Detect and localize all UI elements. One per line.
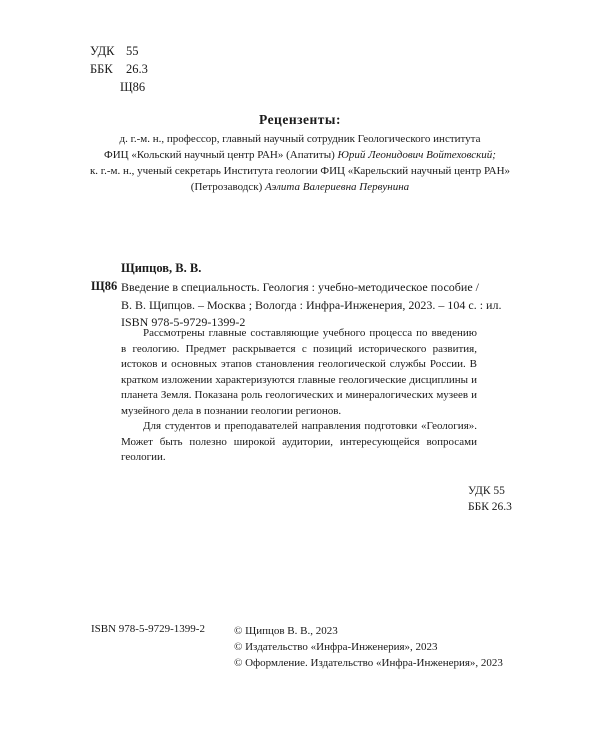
record-line2: В. В. Щипцов. – Москва ; Вологда : Инфра-Инженерия, 2023. – 104 с. : ил. xyxy=(121,297,502,312)
reviewer1-line1: д. г.-м. н., профессор, главный научный сотрудник Геологического института xyxy=(119,133,481,145)
bbk-row xyxy=(90,60,148,78)
udk-label: УДК xyxy=(90,44,115,58)
record-isbn: ISBN 978-5-9729-1399-2 xyxy=(121,315,246,329)
reviewer2-name: Аэлита Валериевна Первунина xyxy=(265,181,410,193)
record-author: Щипцов, В. В. xyxy=(121,261,202,275)
copyright-author: © Щипцов В. В., 2023 xyxy=(234,625,338,637)
annotation xyxy=(121,326,477,466)
reviewer2-city: (Петрозаводск) xyxy=(190,181,263,193)
author-mark-row xyxy=(90,78,148,96)
reviewers-title: Рецензенты: xyxy=(259,112,341,127)
reviewer1-line2 xyxy=(0,147,600,163)
footer-isbn: ISBN 978-5-9729-1399-2 xyxy=(91,623,205,635)
annotation-paragraph-1: Рассмотрены главные составляющие учебного процесса по введению в геологию. Предмет раскрывается с позиций исторического развития, истоков и основных этапов становления геологической службы России. В кратком изложении характеризуются главные геологические дисциплины и планета Земля. Показана роль геологических и минералогических музеев и музейного дела в познании геологии регионов. xyxy=(121,327,477,417)
reviewer2-line1: к. г.-м. н., ученый секретарь Института геологии ФИЦ «Карельский научный центр РАН» xyxy=(89,165,511,177)
record-mark: Щ86 xyxy=(91,279,118,293)
copyright-publisher: © Издательство «Инфра-Инженерия», 2023 xyxy=(234,641,438,653)
udk-value: 55 xyxy=(126,44,139,58)
reviewer1-name: Юрий Леонидович Войтеховский; xyxy=(337,149,496,161)
udk-row xyxy=(90,42,148,60)
reviewers-block xyxy=(0,131,600,195)
udk-bottom: УДК 55 xyxy=(468,485,505,497)
bbk-bottom: ББК 26.3 xyxy=(468,501,512,513)
reviewer1-affiliation: ФИЦ «Кольский научный центр РАН» (Апатиты) xyxy=(104,149,335,161)
author-mark: Щ86 xyxy=(120,80,146,94)
bibliographic-record xyxy=(121,279,501,332)
bbk-label: ББК xyxy=(90,62,113,76)
bbk-value: 26.3 xyxy=(126,62,148,76)
classification-codes-bottom xyxy=(468,483,512,515)
classification-codes xyxy=(90,42,148,96)
annotation-paragraph-2: Для студентов и преподавателей направления подготовки «Геология». Может быть полезно широкой аудитории, интересующейся вопросами геологии. xyxy=(121,420,477,463)
copyright-block xyxy=(234,623,503,671)
record-line1: Введение в специальность. Геология : учебно-методическое пособие / xyxy=(121,280,479,294)
reviewer2-line2 xyxy=(0,179,600,195)
copyright-design: © Оформление. Издательство «Инфра-Инженерия», 2023 xyxy=(234,657,503,669)
